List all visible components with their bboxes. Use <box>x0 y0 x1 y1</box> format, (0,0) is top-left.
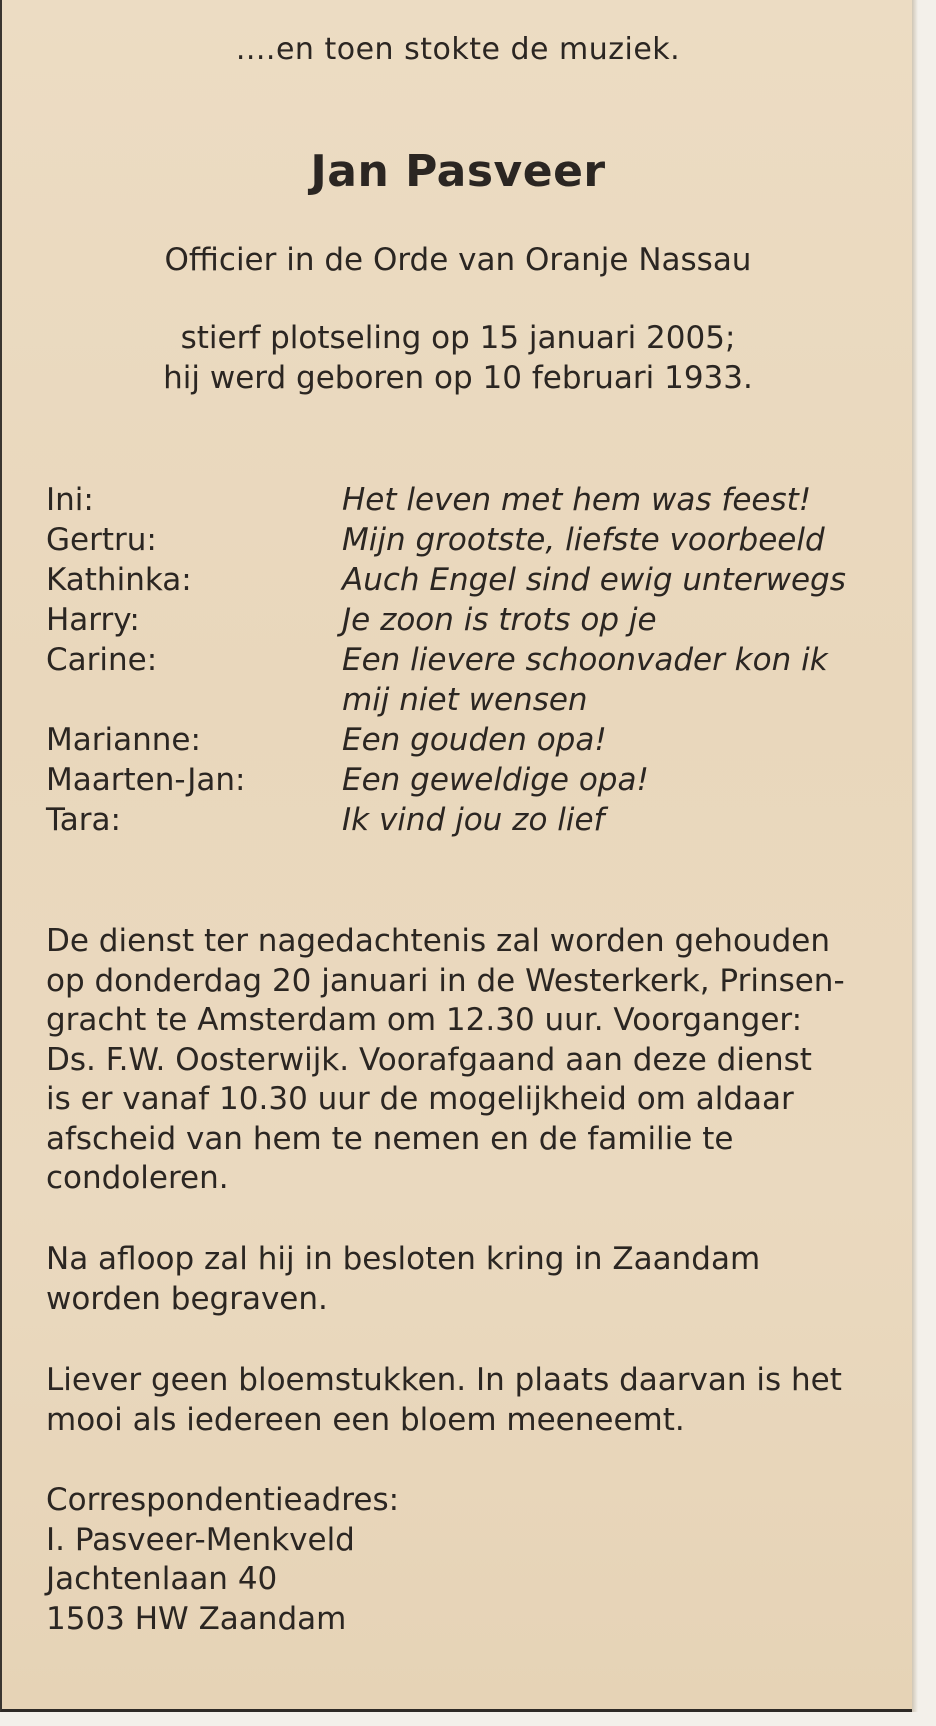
correspondence-address <box>46 1481 906 1639</box>
flowers-paragraph <box>46 1361 906 1440</box>
honor-line: Officier in de Orde van Oranje Nassau <box>164 242 752 278</box>
text-line: condoleren. <box>46 1160 229 1196</box>
tribute-text: Het leven met hem was feest! <box>342 482 812 518</box>
death-date-line: stierf plotseling op 15 januari 2005; <box>180 320 736 356</box>
intro-line: ....en toen stokte de muziek. <box>235 32 681 67</box>
text-line: mooi als iedereen een bloem meeneemt. <box>46 1401 685 1438</box>
tribute-row <box>2 482 914 522</box>
tribute-row <box>2 802 914 842</box>
tribute-row <box>2 562 914 602</box>
tribute-text: Ik vind jou zo lief <box>342 802 605 838</box>
tribute-name: Gertru: <box>46 522 157 558</box>
address-line: I. Pasveer-Menkveld <box>46 1521 355 1558</box>
tribute-row <box>2 602 914 642</box>
tribute-name: Kathinka: <box>46 562 192 598</box>
burial-paragraph <box>46 1240 906 1319</box>
deceased-name: Jan Pasveer <box>310 146 606 197</box>
address-line: 1503 HW Zaandam <box>46 1600 347 1637</box>
tribute-row <box>2 642 914 682</box>
tribute-text: Een lievere schoonvader kon ik <box>342 642 828 678</box>
tribute-text: Een geweldige opa! <box>342 762 649 798</box>
text-line: Ds. F.W. Oosterwijk. Voorafgaand aan deze dienst <box>46 1041 812 1078</box>
tribute-name: Carine: <box>46 642 158 678</box>
text-line: gracht te Amsterdam om 12.30 uur. Voorganger: <box>46 1002 803 1038</box>
service-paragraph <box>46 922 906 1199</box>
tribute-row <box>2 762 914 802</box>
tribute-text: Een gouden opa! <box>342 722 607 758</box>
text-line: afscheid van hem te nemen en de familie te <box>46 1120 734 1157</box>
tribute-text: mij niet wensen <box>342 682 588 718</box>
text-line: Na afloop zal hij in besloten kring in Zaandam <box>46 1241 761 1277</box>
tribute-name: Maarten-Jan: <box>46 762 246 798</box>
address-label: Correspondentieadres: <box>46 1482 400 1518</box>
tribute-row <box>2 722 914 762</box>
tribute-name: Harry: <box>46 602 140 638</box>
tribute-text: Mijn grootste, liefste voorbeeld <box>342 522 825 558</box>
tribute-row-continued <box>2 682 914 722</box>
text-line: worden begraven. <box>46 1280 328 1317</box>
clipping-edge <box>912 0 918 1712</box>
birth-date-line: hij werd geboren op 10 februari 1933. <box>163 360 753 396</box>
tribute-name: Tara: <box>46 802 121 838</box>
tribute-row <box>2 522 914 562</box>
tribute-name: Marianne: <box>46 722 201 758</box>
text-line: op donderdag 20 januari in de Westerkerk, Prinsen- <box>46 962 845 999</box>
text-line: De dienst ter nagedachtenis zal worden gehouden <box>46 923 830 959</box>
text-line: is er vanaf 10.30 uur de mogelijkheid om aldaar <box>46 1081 794 1117</box>
tribute-text: Je zoon is trots op je <box>342 602 657 638</box>
tribute-text: Auch Engel sind ewig unterwegs <box>342 562 846 598</box>
address-line: Jachtenlaan 40 <box>46 1561 278 1597</box>
tribute-name: Ini: <box>46 482 94 518</box>
text-line: Liever geen bloemstukken. In plaats daarvan is het <box>46 1362 842 1398</box>
